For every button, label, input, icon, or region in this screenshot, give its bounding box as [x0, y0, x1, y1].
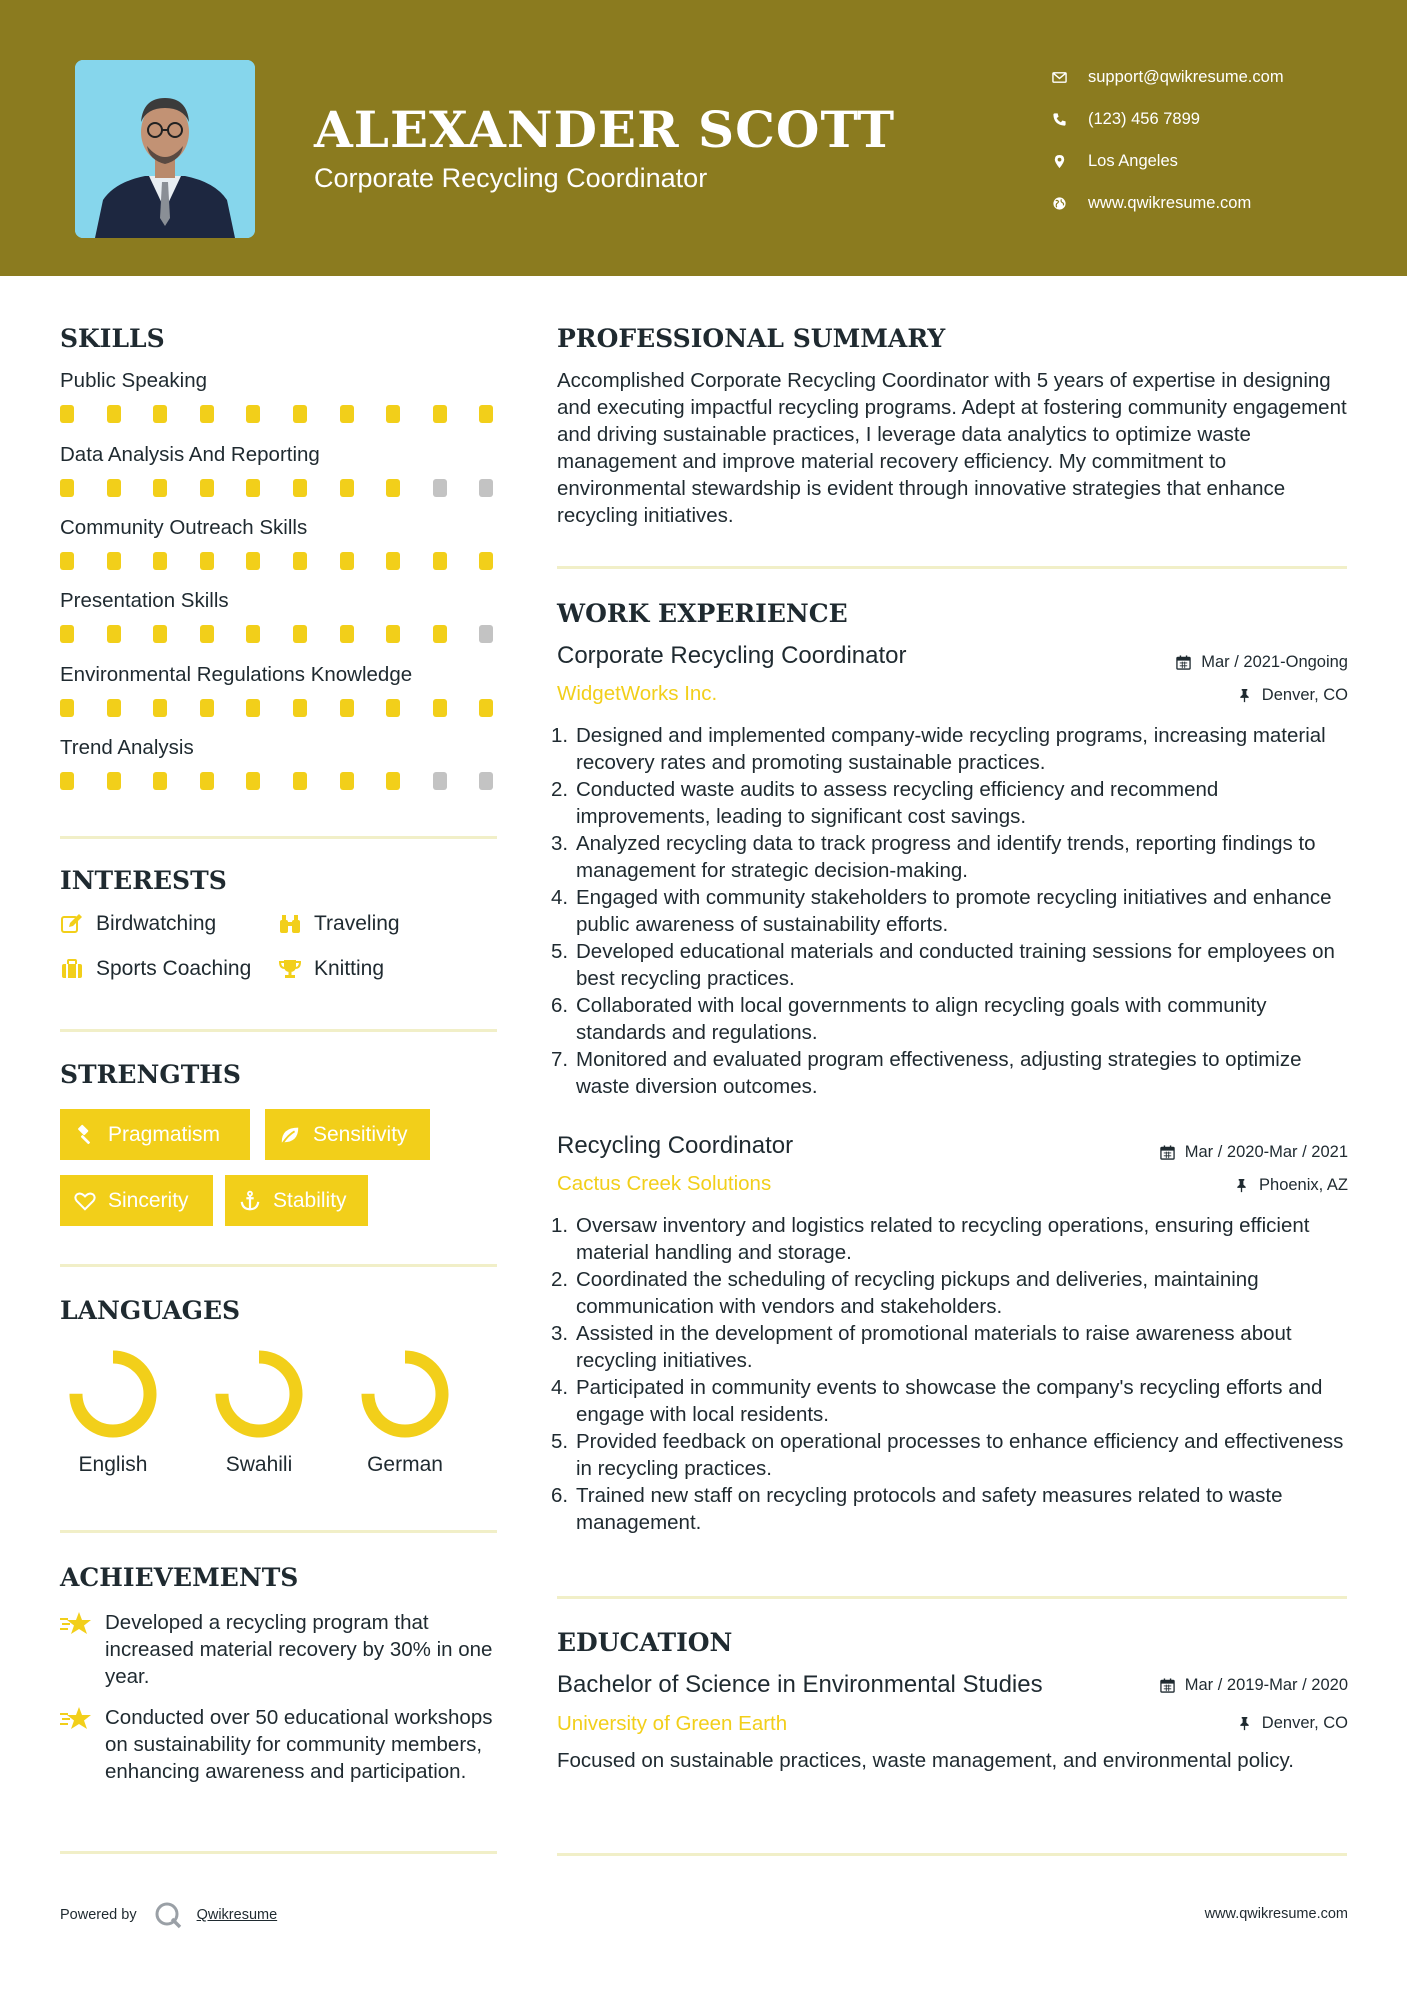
skill-dot-empty [479, 772, 493, 790]
skill-dot-filled [246, 625, 260, 643]
skill-name: Presentation Skills [60, 589, 229, 612]
briefcase-icon [60, 957, 84, 981]
skill-dot-filled [386, 699, 400, 717]
skill-dot-filled [200, 405, 214, 423]
skill-dot-filled [293, 625, 307, 643]
skill-rating [60, 772, 500, 790]
education-heading: EDUCATION [557, 1628, 733, 1657]
skill-dot-filled [246, 772, 260, 790]
skill-dot-filled [107, 479, 121, 497]
education-dates-text: Mar / 2019-Mar / 2020 [1184, 1676, 1348, 1694]
work-experience-heading: WORK EXPERIENCE [557, 599, 848, 628]
skill-rating [60, 625, 500, 643]
star-icon [60, 1706, 92, 1732]
skill-dot-filled [386, 625, 400, 643]
achievement-item [60, 1609, 500, 1693]
section-divider [60, 1530, 497, 1533]
skill-dot-filled [479, 699, 493, 717]
language-item [350, 1349, 460, 1477]
qwikresume-logo-icon [153, 1900, 183, 1930]
anchor-icon [239, 1190, 261, 1212]
skill-dot-filled [60, 405, 74, 423]
calendar-icon [1160, 1145, 1175, 1160]
contact-phone-text: (123) 456 7899 [1088, 109, 1200, 128]
skill-dot-filled [246, 699, 260, 717]
calendar-icon [1176, 655, 1191, 670]
gavel-icon [74, 1124, 96, 1146]
summary-text: Accomplished Corporate Recycling Coordinator with 5 years of expertise in designing and executing impactful recycling programs. Adept at fostering community engagement and driving sustainable practices, I leverage data analytics to optimize waste management and improve material recovery efficiency. My commitment to environmental stewardship is evident through innovative strategies that enhance recycling initiatives. [557, 369, 1347, 527]
job-location-text: Phoenix, AZ [1259, 1176, 1348, 1194]
powered-by-label: Powered by [60, 1907, 137, 1923]
skill-dot-filled [107, 405, 121, 423]
strengths-heading: STRENGTHS [60, 1060, 241, 1089]
skill-dot-filled [479, 405, 493, 423]
job-responsibilities [551, 1212, 1356, 1536]
star-icon [60, 1611, 92, 1637]
skill-dot-empty [433, 479, 447, 497]
contact-location [1050, 140, 1284, 182]
strength-badge [225, 1175, 368, 1226]
skill-dot-filled [293, 772, 307, 790]
section-divider [60, 1264, 497, 1267]
language-name: German [367, 1453, 443, 1476]
skill-rating [60, 479, 500, 497]
skill-dot-filled [386, 479, 400, 497]
pushpin-icon [1237, 688, 1252, 703]
skill-name: Environmental Regulations Knowledge [60, 663, 413, 686]
job-dates [1160, 1143, 1348, 1162]
profile-photo [75, 60, 255, 238]
section-divider [60, 1029, 497, 1032]
responsibility-item: 2. Conducted waste audits to assess recycling efficiency and recommend improvements, leading to significant cost savings. [551, 778, 1219, 828]
education-location [1237, 1714, 1348, 1733]
skill-dot-filled [340, 552, 354, 570]
skill-rating [60, 552, 500, 570]
job-title: Corporate Recycling Coordinator [557, 642, 907, 669]
achievement-text: Developed a recycling program that increased material recovery by 30% in one year. [105, 1611, 493, 1688]
responsibility-item: 5. Developed educational materials and conducted training sessions for employees on best recycling practices. [551, 940, 1335, 990]
job-dates-text: Mar / 2020-Mar / 2021 [1184, 1143, 1348, 1161]
job-dates [1176, 653, 1348, 672]
school-name: University of Green Earth [557, 1712, 788, 1735]
skill-dot-filled [60, 479, 74, 497]
skill-dot-filled [340, 699, 354, 717]
achievements-heading: ACHIEVEMENTS [60, 1563, 299, 1592]
job-location-text: Denver, CO [1261, 686, 1348, 704]
skill-dot-filled [293, 479, 307, 497]
language-ring-arc [368, 1357, 442, 1431]
pencil-square-icon [60, 912, 84, 936]
section-divider [60, 1851, 497, 1854]
job-dates-text: Mar / 2021-Ongoing [1201, 653, 1348, 671]
education-location-text: Denver, CO [1261, 1714, 1348, 1732]
skill-dot-empty [433, 772, 447, 790]
strength-badge [60, 1175, 213, 1226]
summary-heading: PROFESSIONAL SUMMARY [557, 324, 946, 353]
job-responsibilities [551, 722, 1356, 1100]
responsibility-item: 3. Analyzed recycling data to track progress and identify trends, reporting findings to management for strategic decision-making. [551, 832, 1316, 882]
responsibility-item: 1. Designed and implemented company-wide recycling programs, increasing material recovery rates and promoting sustainable practices. [551, 724, 1326, 774]
responsibility-item: 6. Trained new staff on recycling protocols and safety measures related to waste management. [551, 1484, 1283, 1534]
section-divider [557, 1853, 1347, 1856]
skill-dot-filled [479, 552, 493, 570]
interest-item [60, 957, 251, 981]
interest-item [60, 912, 216, 936]
skill-dot-filled [433, 625, 447, 643]
leaf-icon [279, 1124, 301, 1146]
contact-website-text: www.qwikresume.com [1088, 193, 1252, 212]
skill-rating [60, 699, 500, 717]
responsibility-item: 6. Collaborated with local governments to align recycling goals with community standards and regulations. [551, 994, 1267, 1044]
skill-dot-filled [200, 772, 214, 790]
strength-label: Sincerity [108, 1188, 189, 1212]
binoculars-icon [278, 912, 302, 936]
language-ring-arc [222, 1357, 296, 1431]
education-dates [1160, 1676, 1348, 1695]
degree-title: Bachelor of Science in Environmental Studies [557, 1671, 1043, 1698]
skills-heading: SKILLS [60, 324, 165, 353]
skill-dot-filled [433, 699, 447, 717]
responsibility-item: 5. Provided feedback on operational processes to enhance efficiency and effectiveness in recycling practices. [551, 1430, 1344, 1480]
achievement-item [60, 1704, 500, 1814]
skill-dot-filled [246, 552, 260, 570]
company-name: Cactus Creek Solutions [557, 1172, 772, 1195]
skill-dot-filled [153, 625, 167, 643]
contact-email-text: support@qwikresume.com [1088, 67, 1284, 86]
section-divider [557, 1596, 1347, 1599]
responsibility-item: 3. Assisted in the development of promotional materials to raise awareness about recycling initiatives. [551, 1322, 1292, 1372]
job-title: Recycling Coordinator [557, 1132, 794, 1159]
strength-badge [265, 1109, 430, 1160]
company-name: WidgetWorks Inc. [557, 682, 718, 705]
language-ring-arc [76, 1357, 150, 1431]
skill-dot-filled [200, 699, 214, 717]
interests-heading: INTERESTS [60, 866, 227, 895]
language-name: Swahili [225, 1453, 293, 1476]
interest-label: Knitting [314, 957, 385, 980]
skill-dot-filled [340, 479, 354, 497]
skill-dot-filled [153, 552, 167, 570]
phone-icon [1050, 110, 1068, 128]
skill-dot-filled [386, 772, 400, 790]
skill-dot-filled [200, 552, 214, 570]
skill-dot-filled [153, 479, 167, 497]
job-location [1234, 1176, 1348, 1195]
skill-dot-filled [60, 772, 74, 790]
candidate-title: Corporate Recycling Coordinator [314, 163, 708, 193]
skill-dot-filled [340, 625, 354, 643]
resume-header [0, 0, 1407, 276]
strength-label: Pragmatism [108, 1122, 221, 1146]
skill-name: Community Outreach Skills [60, 516, 308, 539]
skill-dot-filled [433, 552, 447, 570]
strength-badge [60, 1109, 250, 1160]
skill-dot-filled [386, 552, 400, 570]
skill-dot-filled [293, 699, 307, 717]
responsibility-item: 2. Coordinated the scheduling of recycling pickups and deliveries, maintaining communication with vendors and stakeholders. [551, 1268, 1259, 1318]
language-progress-ring [214, 1349, 304, 1439]
section-divider [60, 836, 497, 839]
skill-dot-empty [479, 479, 493, 497]
calendar-icon [1160, 1678, 1175, 1693]
contact-phone[interactable] [1050, 98, 1284, 140]
envelope-icon [1050, 68, 1068, 86]
strength-label: Sensitivity [313, 1122, 408, 1146]
skill-dot-filled [246, 405, 260, 423]
skill-dot-filled [340, 772, 354, 790]
responsibility-item: 1. Oversaw inventory and logistics related to recycling operations, ensuring efficient material handling and storage. [551, 1214, 1310, 1264]
contact-list [1050, 56, 1284, 224]
interest-label: Sports Coaching [96, 957, 252, 980]
skill-dot-filled [246, 479, 260, 497]
skill-name: Trend Analysis [60, 736, 194, 759]
skill-dot-filled [107, 552, 121, 570]
language-item [204, 1349, 314, 1477]
skill-dot-filled [200, 625, 214, 643]
skill-dot-filled [153, 405, 167, 423]
skill-dot-filled [107, 625, 121, 643]
language-item [58, 1349, 168, 1477]
heart-icon [74, 1190, 96, 1212]
job-location [1237, 686, 1348, 705]
language-name: English [78, 1453, 148, 1476]
responsibility-item: 7. Monitored and evaluated program effectiveness, adjusting strategies to optimize waste diversion outcomes. [551, 1048, 1302, 1098]
skill-dot-filled [340, 405, 354, 423]
globe-icon [1050, 194, 1068, 212]
contact-location-text: Los Angeles [1088, 151, 1178, 170]
skill-name: Public Speaking [60, 369, 208, 392]
language-progress-ring [68, 1349, 158, 1439]
strength-label: Stability [273, 1188, 347, 1212]
section-divider [557, 566, 1347, 569]
footer-powered-by [60, 1900, 277, 1930]
languages-heading: LANGUAGES [60, 1296, 241, 1325]
achievement-text: Conducted over 50 educational workshops on sustainability for community members, enhancing awareness and participation. [105, 1706, 493, 1783]
skill-dot-filled [200, 479, 214, 497]
skill-dot-filled [433, 405, 447, 423]
interest-item [278, 912, 400, 936]
footer-website[interactable]: www.qwikresume.com [1204, 1906, 1348, 1922]
skill-dot-empty [479, 625, 493, 643]
interest-label: Traveling [314, 912, 400, 935]
skill-dot-filled [386, 405, 400, 423]
trophy-icon [278, 957, 302, 981]
candidate-name: ALEXANDER SCOTT [314, 100, 896, 159]
education-description: Focused on sustainable practices, waste management, and environmental policy. [557, 1749, 1294, 1772]
skill-dot-filled [60, 699, 74, 717]
contact-website[interactable] [1050, 182, 1284, 224]
pushpin-icon [1234, 1178, 1249, 1193]
skill-dot-filled [107, 772, 121, 790]
skill-name: Data Analysis And Reporting [60, 443, 320, 466]
skill-dot-filled [60, 552, 74, 570]
language-progress-ring [360, 1349, 450, 1439]
responsibility-item: 4. Engaged with community stakeholders to promote recycling initiatives and enhance public awareness of sustainability efforts. [551, 886, 1332, 936]
interest-label: Birdwatching [96, 912, 217, 935]
skill-dot-filled [293, 552, 307, 570]
skill-dot-filled [293, 405, 307, 423]
skill-rating [60, 405, 500, 423]
brand-link[interactable]: Qwikresume [196, 1907, 278, 1923]
contact-email[interactable] [1050, 56, 1284, 98]
skill-dot-filled [153, 699, 167, 717]
skill-dot-filled [153, 772, 167, 790]
map-pin-icon [1050, 152, 1068, 170]
skill-dot-filled [60, 625, 74, 643]
pushpin-icon [1237, 1716, 1252, 1731]
skill-dot-filled [107, 699, 121, 717]
responsibility-item: 4. Participated in community events to showcase the company's recycling efforts and engage with local residents. [551, 1376, 1323, 1426]
interest-item [278, 957, 384, 981]
